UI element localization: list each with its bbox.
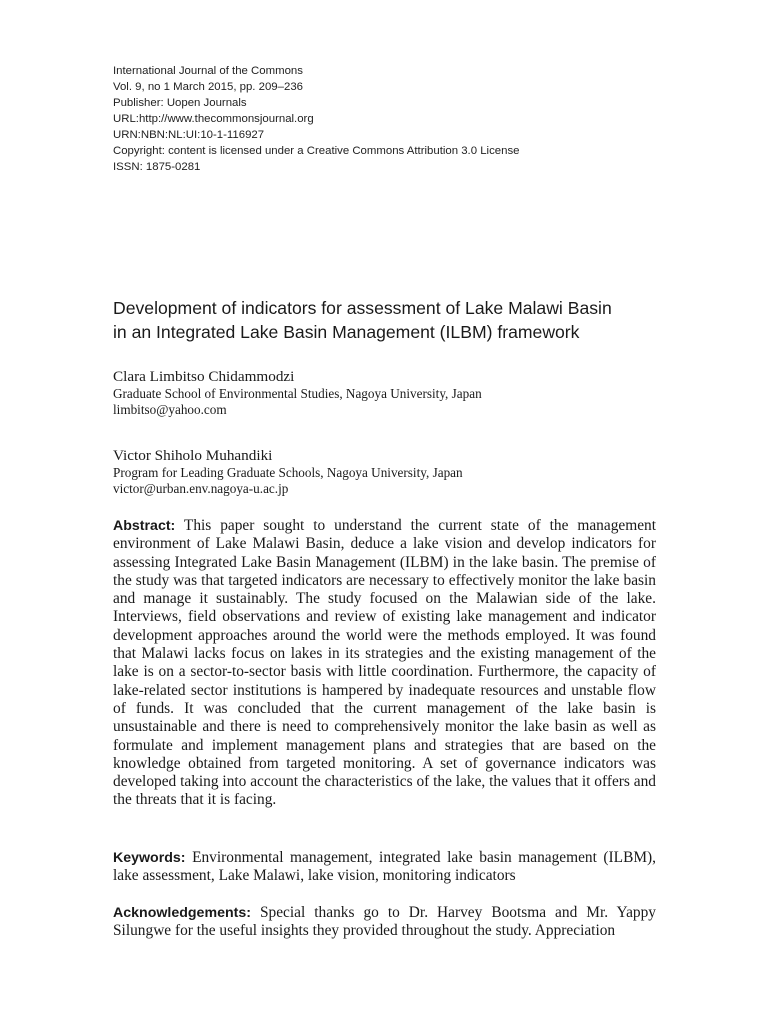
- journal-header: [113, 63, 656, 175]
- acknowledgements-section: [113, 904, 656, 941]
- author-email: victor@urban.env.nagoya-u.ac.jp: [113, 481, 289, 496]
- paper-title-line-2: in an Integrated Lake Basin Management (ILBM) framework: [113, 322, 580, 342]
- author-name: Victor Shiholo Muhandiki: [113, 447, 273, 464]
- abstract-section: [113, 517, 656, 810]
- paper-title: [113, 296, 656, 344]
- journal-volume: Vol. 9, no 1 March 2015, pp. 209–236: [113, 81, 303, 93]
- journal-publisher: Publisher: Uopen Journals: [113, 97, 247, 109]
- author-block-1: [113, 367, 656, 418]
- abstract-text: This paper sought to understand the current state of the management environment of Lake Malawi Basin, deduce a lake vision and develop indicators for assessing Integrated Lake Basin Management (ILBM) in the lake basin. The premise of the study was that targeted indicators are necessary to effectively monitor the lake basin and manage it sustainably. The study focused on the Malawian side of the lake. Interviews, field observations and review of existing lake management and indicator development approaches around the world were the methods employed. It was found that Malawi lacks focus on lakes in its strategies and the existing management of the lake is on a sector-to-sector basis with little coordination. Furthermore, the capacity of lake-related sector institutions is hampered by inadequate resources and unstable flow of funds. It was concluded that the current management of the lake basin is unsustainable and there is need to comprehensively monitor the lake basin as well as formulate and implement management plans and strategies that are based on the knowledge obtained from targeted monitoring. A set of governance indicators was developed taking into account the characteristics of the lake, the values that it offers and the threats that it is facing.: [113, 517, 656, 809]
- keywords-section: [113, 849, 656, 886]
- keywords-label: Keywords:: [113, 850, 186, 866]
- journal-copyright: Copyright: content is licensed under a Creative Commons Attribution 3.0 License: [113, 145, 520, 157]
- journal-name: International Journal of the Commons: [113, 65, 303, 77]
- acknowledgements-label: Acknowledgements:: [113, 905, 251, 921]
- author-name: Clara Limbitso Chidammodzi: [113, 368, 295, 385]
- acknowledgements-text: Special thanks go to Dr. Harvey Bootsma and Mr. Yappy Silungwe for the useful insights they provided throughout the study. Appreciation: [113, 904, 656, 940]
- journal-url: URL:http://www.thecommonsjournal.org: [113, 113, 314, 125]
- paper-title-line-1: Development of indicators for assessment of Lake Malawi Basin: [113, 298, 612, 318]
- author-email: limbitso@yahoo.com: [113, 402, 227, 417]
- author-affiliation: Graduate School of Environmental Studies, Nagoya University, Japan: [113, 386, 482, 401]
- journal-issn: ISSN: 1875-0281: [113, 161, 201, 173]
- journal-urn: URN:NBN:NL:UI:10-1-116927: [113, 129, 265, 141]
- author-block-2: [113, 446, 656, 497]
- paper-page: [113, 0, 656, 1024]
- abstract-label: Abstract:: [113, 518, 176, 534]
- keywords-text: Environmental management, integrated lake basin management (ILBM), lake assessment, Lake Malawi, lake vision, monitoring indicators: [113, 849, 656, 885]
- author-affiliation: Program for Leading Graduate Schools, Nagoya University, Japan: [113, 465, 463, 480]
